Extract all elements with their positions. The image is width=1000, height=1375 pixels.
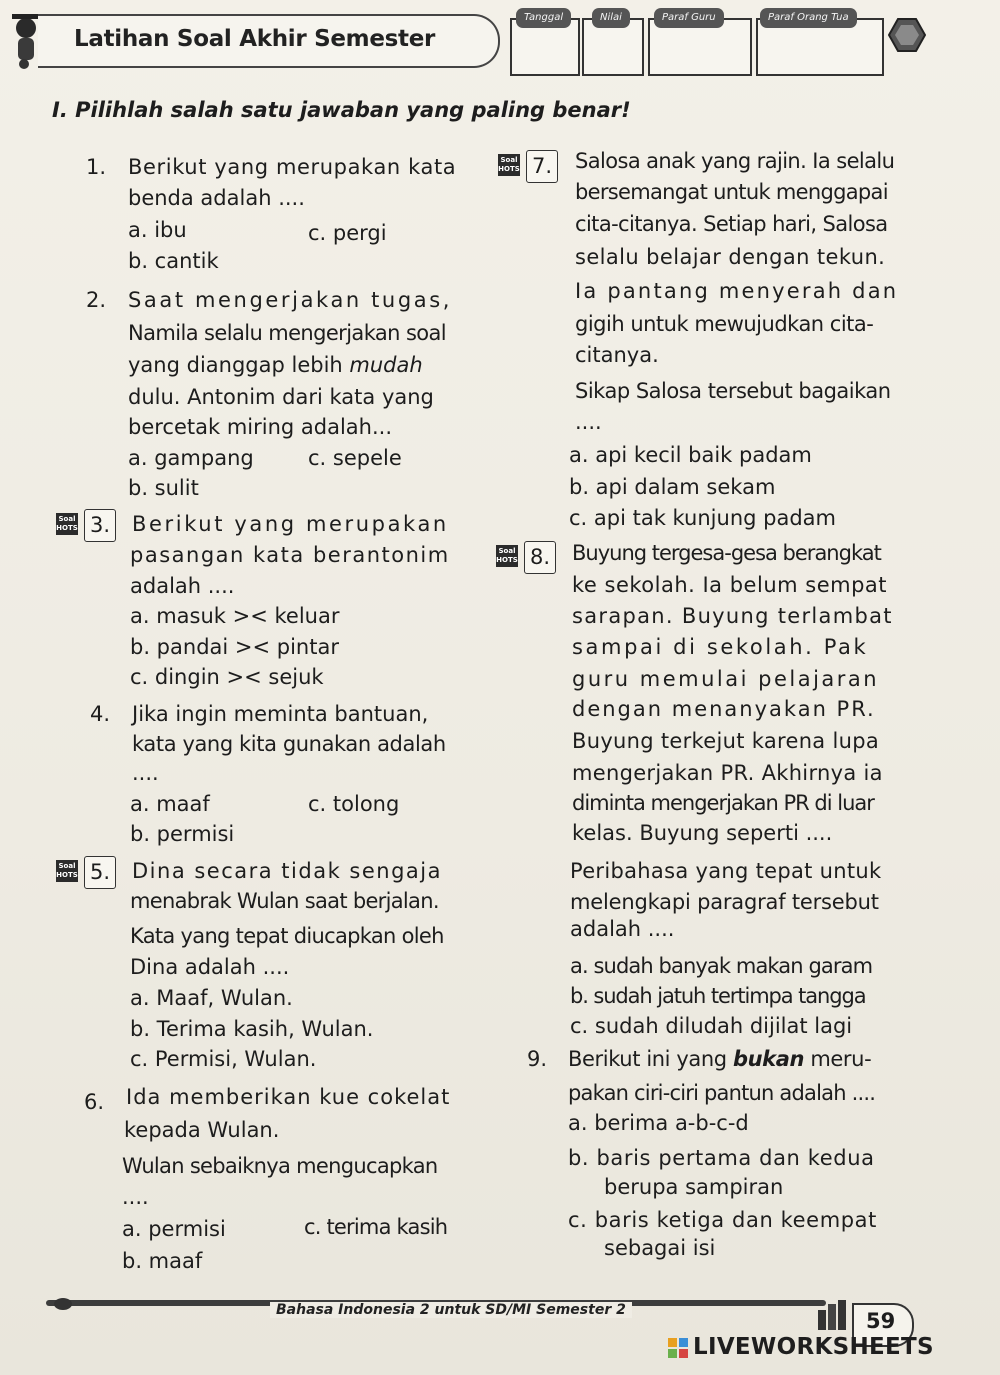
question-text: gigih untuk mewujudkan cita- — [575, 312, 874, 336]
question-text: Dina adalah .... — [130, 955, 290, 979]
score-label: Nilai — [592, 8, 630, 28]
question-text: sarapan. Buyung terlambat — [572, 604, 893, 628]
option-a[interactable]: a. berima a-b-c-d — [568, 1111, 749, 1135]
hots-badge-line1: Soal — [58, 862, 76, 870]
italic-word: mudah — [349, 353, 423, 377]
question-text: Peribahasa yang tepat untuk — [570, 859, 882, 883]
option-a[interactable]: a. masuk >< keluar — [130, 604, 340, 628]
option-b[interactable]: b. Terima kasih, Wulan. — [130, 1017, 374, 1041]
option-c[interactable]: c. sudah diludah dijilat lagi — [570, 1014, 853, 1038]
page-title: Latihan Soal Akhir Semester — [74, 26, 436, 52]
option-c-continued: sebagai isi — [604, 1236, 716, 1260]
books-icon — [816, 1300, 850, 1330]
question-text: adalah .... — [130, 574, 235, 598]
question-text: kepada Wulan. — [124, 1118, 280, 1142]
question-number: 5. — [84, 856, 116, 889]
question-number: 8. — [524, 541, 556, 574]
parent-sign-field[interactable] — [756, 12, 884, 76]
question-text: selalu belajar dengan tekun. — [575, 245, 886, 269]
question-text — [128, 350, 423, 381]
question-text: menabrak Wulan saat berjalan. — [130, 889, 439, 913]
question-text: Jika ingin meminta bantuan, — [132, 702, 429, 726]
question-text: Sikap Salosa tersebut bagaikan — [575, 379, 891, 403]
hots-badge-line2: HOTS — [498, 165, 520, 173]
question-text: dulu. Antonim dari kata yang — [128, 385, 434, 409]
option-a[interactable]: a. maaf — [130, 792, 210, 816]
option-c[interactable]: c. baris ketiga dan keempat — [568, 1208, 877, 1232]
question-text: Dina secara tidak sengaja — [132, 859, 442, 883]
option-c[interactable]: c. api tak kunjung padam — [569, 506, 836, 530]
section-heading: I. Pilihlah salah satu jawaban yang paling benar! — [52, 98, 631, 122]
option-b[interactable]: b. sulit — [128, 476, 199, 500]
option-c[interactable]: c. Permisi, Wulan. — [130, 1047, 317, 1071]
hots-badge — [56, 860, 78, 882]
option-c[interactable]: c. dingin >< sejuk — [130, 665, 324, 689]
question-text: citanya. — [575, 343, 659, 367]
question-text: Berikut yang merupakan — [132, 512, 449, 536]
question-text-part: yang dianggap lebih — [128, 353, 350, 377]
question-text: .... — [122, 1185, 149, 1209]
question-text: Saat mengerjakan tugas, — [128, 288, 453, 312]
question-text: diminta mengerjakan PR di luar — [572, 791, 874, 815]
question-text: benda adalah .... — [128, 186, 305, 210]
page-number: 59 — [866, 1309, 896, 1333]
question-text: Buyung tergesa-gesa berangkat — [572, 541, 881, 565]
question-number: 2. — [86, 288, 107, 312]
question-text: kata yang kita gunakan adalah — [132, 732, 446, 756]
option-a[interactable]: a. gampang — [128, 446, 254, 470]
question-text — [568, 1044, 871, 1075]
question-number: 3. — [84, 509, 116, 542]
date-label: Tanggal — [516, 8, 571, 28]
hots-badge-line2: HOTS — [56, 871, 78, 879]
question-text: Ia pantang menyerah dan — [575, 279, 899, 303]
hots-badge-line2: HOTS — [56, 524, 78, 532]
date-field[interactable] — [510, 12, 580, 76]
option-c[interactable]: c. sepele — [308, 446, 402, 470]
option-b-continued: berupa sampiran — [604, 1175, 784, 1199]
option-a[interactable]: a. ibu — [128, 218, 187, 242]
question-text: mengerjakan PR. Akhirnya ia — [572, 761, 883, 785]
question-text: Berikut yang merupakan kata — [128, 155, 457, 179]
question-text: melengkapi paragraf tersebut — [570, 890, 879, 914]
option-b[interactable]: b. sudah jatuh tertimpa tangga — [570, 984, 866, 1008]
hots-badge — [496, 545, 518, 567]
question-text: Buyung terkejut karena lupa — [572, 729, 879, 753]
question-text: pasangan kata berantonim — [130, 543, 450, 567]
option-a[interactable]: a. permisi — [122, 1217, 226, 1241]
hots-badge-line1: Soal — [58, 515, 76, 523]
question-text: adalah .... — [570, 917, 675, 941]
option-b[interactable]: b. pandai >< pintar — [130, 635, 339, 659]
option-b[interactable]: b. api dalam sekam — [569, 475, 776, 499]
question-number: 1. — [86, 155, 107, 179]
option-b[interactable]: b. permisi — [130, 822, 235, 846]
score-field[interactable] — [582, 12, 644, 76]
question-text: .... — [575, 410, 602, 434]
hots-badge-line1: Soal — [498, 547, 516, 555]
question-text: Kata yang tepat diucapkan oleh — [130, 924, 444, 948]
hots-badge-line2: HOTS — [496, 556, 518, 564]
question-text: pakan ciri-ciri pantun adalah .... — [568, 1081, 876, 1105]
question-text: Wulan sebaiknya mengucapkan — [122, 1154, 438, 1178]
question-text: guru memulai pelajaran — [572, 667, 880, 691]
question-text-part: meru- — [804, 1047, 872, 1071]
option-b[interactable]: b. maaf — [122, 1249, 203, 1273]
question-text: sampai di sekolah. Pak — [572, 635, 869, 659]
question-text: Namila selalu mengerjakan soal — [128, 321, 447, 345]
footer-bug-icon — [50, 1296, 76, 1312]
parent-sign-label: Paraf Orang Tua — [760, 8, 857, 28]
question-number: 6. — [84, 1090, 105, 1114]
option-c[interactable]: c. pergi — [308, 221, 387, 245]
option-c[interactable]: c. terima kasih — [304, 1215, 448, 1239]
emphasis-word: bukan — [733, 1047, 805, 1071]
question-number: 9. — [527, 1047, 548, 1071]
option-b[interactable]: b. cantik — [128, 249, 219, 273]
hots-badge — [498, 154, 520, 176]
option-c[interactable]: c. tolong — [308, 792, 400, 816]
question-text: Ida memberikan kue cokelat — [126, 1085, 451, 1109]
question-text: bersemangat untuk menggapai — [575, 180, 888, 204]
question-number: 7. — [526, 150, 558, 183]
book-title: Bahasa Indonesia 2 untuk SD/MI Semester 2 — [270, 1302, 632, 1318]
liveworksheets-logo-icon — [668, 1338, 688, 1358]
question-text: Salosa anak yang rajin. Ia selalu — [575, 149, 895, 173]
hots-badge — [56, 513, 78, 535]
question-number: 4. — [90, 702, 111, 726]
question-text: .... — [132, 761, 159, 785]
option-a[interactable]: a. api kecil baik padam — [569, 443, 812, 467]
question-text: kelas. Buyung seperti .... — [572, 821, 833, 845]
teacher-sign-field[interactable] — [648, 12, 752, 76]
option-a[interactable]: a. Maaf, Wulan. — [130, 986, 293, 1010]
question-text-part: Berikut ini yang — [568, 1047, 733, 1071]
option-b[interactable]: b. baris pertama dan kedua — [568, 1146, 875, 1170]
question-text: dengan menanyakan PR. — [572, 697, 876, 721]
hots-badge-line1: Soal — [500, 156, 518, 164]
question-text: bercetak miring adalah... — [128, 415, 393, 439]
question-text: cita-citanya. Setiap hari, Salosa — [575, 212, 888, 236]
option-a[interactable]: a. sudah banyak makan garam — [570, 954, 873, 978]
liveworksheets-brand: LIVEWORKSHEETS — [693, 1334, 934, 1360]
question-text: ke sekolah. Ia belum sempat — [572, 573, 888, 597]
hexagon-icon — [888, 16, 926, 54]
teacher-sign-label: Paraf Guru — [654, 8, 724, 28]
